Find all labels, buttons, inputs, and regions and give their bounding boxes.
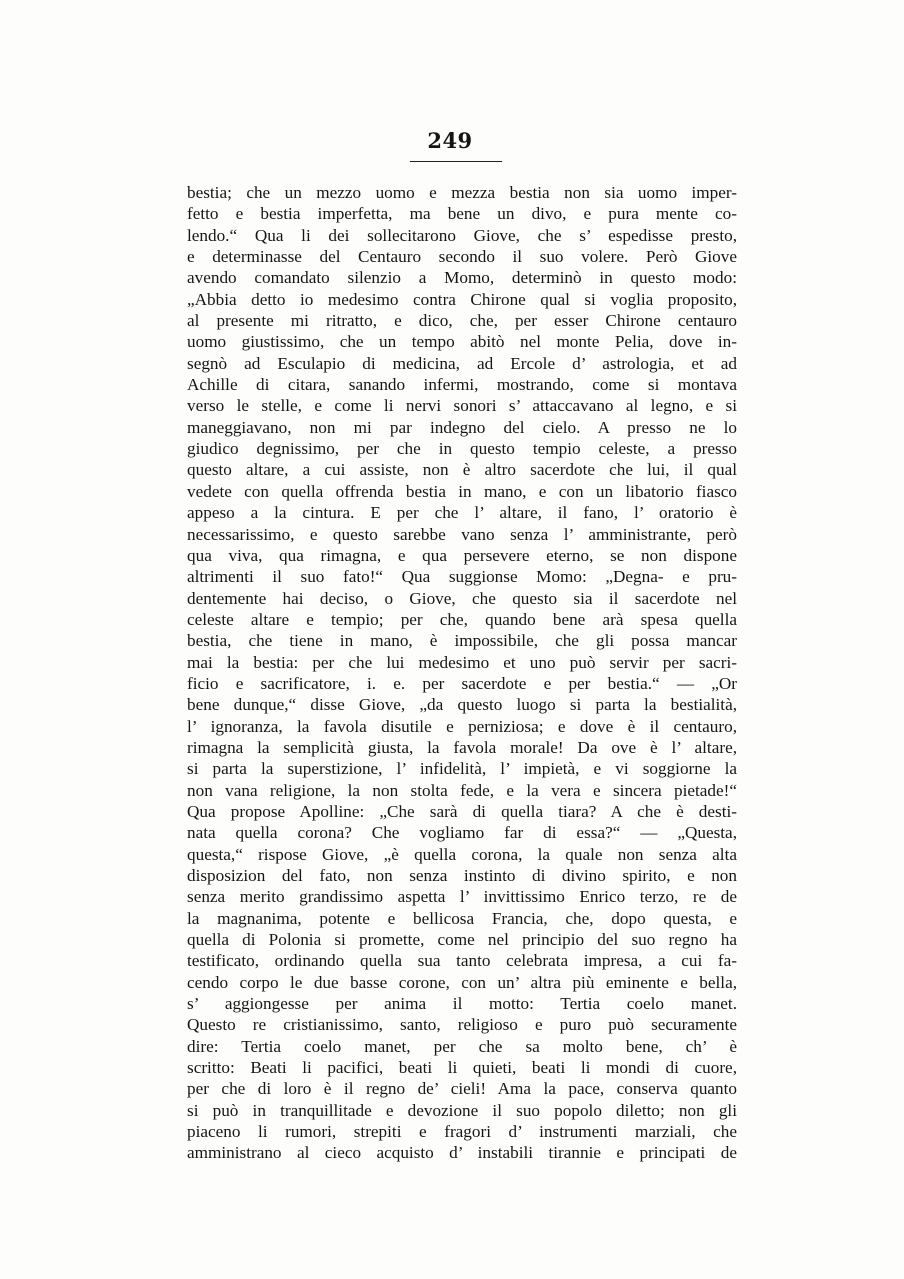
- text-line: celeste altare e tempio; per che, quando bene arà spesa quella: [187, 609, 737, 629]
- text-line: rimagna la semplicità giusta, la favola morale! Da ove è l’ altare,: [187, 737, 737, 757]
- text-line: verso le stelle, e come li nervi sonori s’ attaccavano al legno, e si: [187, 396, 737, 416]
- text-line: piaceno li rumori, strepiti e fragori d’ instrumenti marziali, che: [187, 1122, 737, 1142]
- text-line: Questo re cristianissimo, santo, religioso e puro può securamente: [187, 1015, 737, 1035]
- text-line: Achille di citara, sanando infermi, mostrando, come si montava: [187, 375, 737, 395]
- text-line: scritto: Beati li pacifici, beati li quieti, beati li mondi di cuore,: [187, 1058, 737, 1078]
- text-line: dentemente hai deciso, o Giove, che questo sia il sacerdote nel: [187, 588, 737, 608]
- text-line: s’ aggiongesse per anima il motto: Tertia coelo manet.: [187, 994, 737, 1014]
- text-line: si può in tranquillitade e devozione il suo popolo diletto; non gli: [187, 1100, 737, 1120]
- text-line: appeso a la cintura. E per che l’ altare, il fano, l’ oratorio è: [187, 503, 737, 523]
- text-line: nata quella corona? Che vogliamo far di essa?“ — „Questa,: [187, 823, 737, 843]
- text-line: si parta la superstizione, l’ infidelità, l’ impietà, e vi soggiorne la: [187, 759, 737, 779]
- text-line: necessarissimo, e questo sarebbe vano senza l’ amministrante, però: [187, 524, 737, 544]
- text-line: lendo.“ Qua li dei sollecitarono Giove, che s’ espedisse presto,: [187, 225, 737, 245]
- text-line: al presente mi ritratto, e dico, che, per esser Chirone centauro: [187, 311, 737, 331]
- text-line: amministrano al cieco acquisto d’ instabili tirannie e principati de: [187, 1143, 737, 1163]
- body-text: [187, 182, 737, 1164]
- text-line: altrimenti il suo fato!“ Qua suggionse Momo: „Degna- e pru-: [187, 567, 737, 587]
- header-rule: [410, 161, 502, 162]
- text-line: Qua propose Apolline: „Che sarà di quella tiara? A che è desti-: [187, 801, 737, 821]
- text-line: non vana religione, la non stolta fede, e la vera e sincera pietade!“: [187, 780, 737, 800]
- text-line: vedete con quella offrenda bestia in mano, e con un libatorio fiasco: [187, 481, 737, 501]
- text-line: quella di Polonia si promette, come nel principio del suo regno ha: [187, 930, 737, 950]
- text-line: questa,“ rispose Giove, „è quella corona, la quale non senza alta: [187, 844, 737, 864]
- text-line: ficio e sacrificatore, i. e. per sacerdote e per bestia.“ — „Or: [187, 673, 737, 693]
- text-line: qua viva, qua rimagna, e qua persevere eterno, se non dispone: [187, 545, 737, 565]
- text-line: questo altare, a cui assiste, non è altro sacerdote che lui, il qual: [187, 460, 737, 480]
- text-line: bestia; che un mezzo uomo e mezza bestia non sia uomo imper-: [187, 183, 737, 202]
- text-line: cendo corpo le due basse corone, con un’ altra più eminente e bella,: [187, 972, 737, 992]
- page-number: 249: [427, 128, 473, 153]
- text-line: testificato, ordinando quella sua tanto celebrata impresa, a cui fa-: [187, 951, 737, 971]
- text-line: mai la bestia: per che lui medesimo et uno può servir per sacri-: [187, 652, 737, 672]
- text-line: bestia, che tiene in mano, è impossibile, che gli possa mancar: [187, 631, 737, 651]
- text-line: bene dunque,“ disse Giove, „da questo luogo si parta la bestialità,: [187, 695, 737, 715]
- text-line: la magnanima, potente e bellicosa Francia, che, dopo questa, e: [187, 908, 737, 928]
- text-line: disposizion del fato, non senza instinto di divino spirito, e non: [187, 866, 737, 885]
- text-line: per che di loro è il regno de’ cieli! Ama la pace, conserva quanto: [187, 1079, 737, 1099]
- text-line: maneggiavano, non mi par indegno del cielo. A presso ne lo: [187, 417, 737, 437]
- text-line: senza merito grandissimo aspetta l’ invittissimo Enrico terzo, re de: [187, 887, 737, 907]
- text-line: e determinasse del Centauro secondo il suo volere. Però Giove: [187, 247, 737, 267]
- text-line: segnò ad Esculapio di medicina, ad Ercole d’ astrologia, et ad: [187, 353, 737, 373]
- text-line: l’ ignoranza, la favola disutile e perniziosa; e dove è il centauro,: [187, 716, 737, 736]
- text-line: uomo giustissimo, che un tempo abitò nel monte Pelia, dove in-: [187, 332, 737, 352]
- text-line: dire: Tertia coelo manet, per che sa molto bene, ch’ è: [187, 1036, 737, 1056]
- text-line: avendo comandato silenzio a Momo, determinò in questo modo:: [187, 268, 737, 288]
- text-line: giudico degnissimo, per che in questo tempio celeste, a presso: [187, 439, 737, 459]
- text-line: fetto e bestia imperfetta, ma bene un divo, e pura mente co-: [187, 204, 737, 224]
- text-line: „Abbia detto io medesimo contra Chirone qual si voglia proposito,: [187, 289, 737, 309]
